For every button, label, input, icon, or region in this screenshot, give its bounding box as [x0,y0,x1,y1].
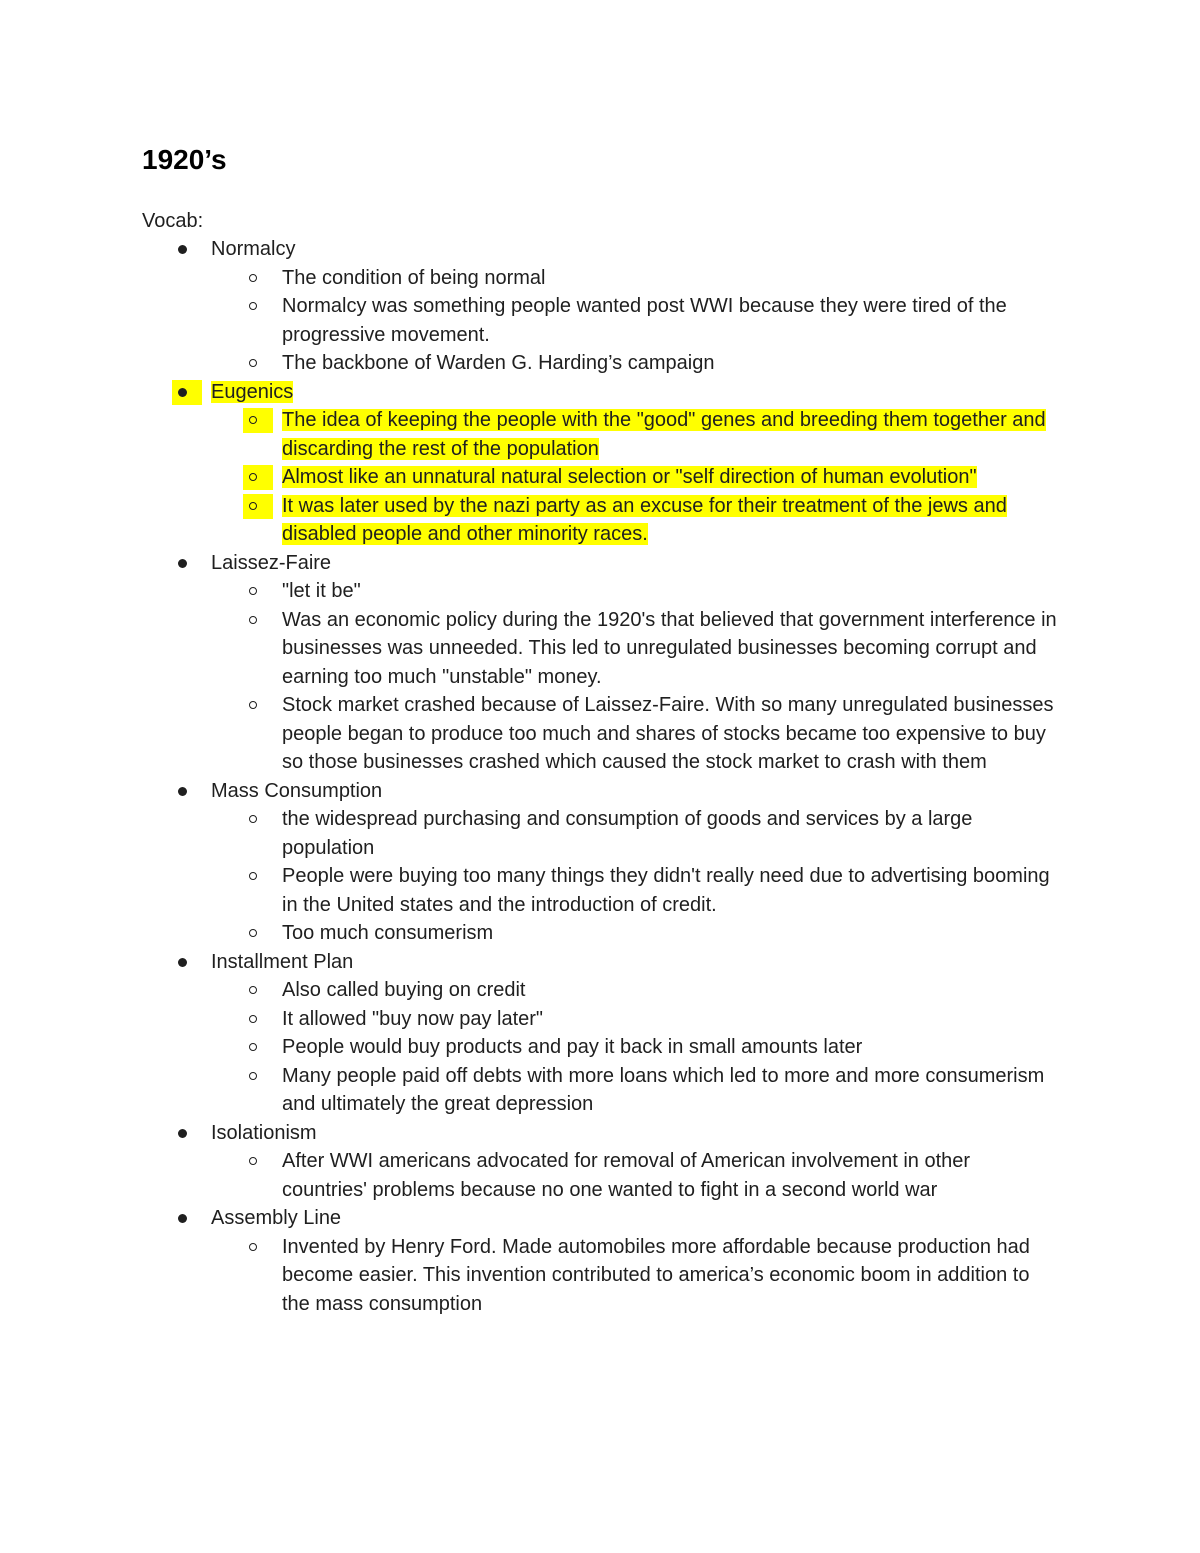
vocab-detail-text: the widespread purchasing and consumption of goods and services by a large population [282,808,973,859]
vocab-detail-text: People would buy products and pay it back in small amounts later [282,1036,863,1058]
filled-bullet-icon [178,1214,187,1223]
hollow-bullet-icon [249,1043,257,1051]
hollow-bullet-icon [249,473,257,481]
filled-bullet-icon [178,245,187,254]
vocab-term-row [0,1204,1200,1233]
vocab-detail-text: Normalcy was something people wanted post WWI because they were tired of the progressive movement. [282,295,1007,346]
highlight-marker [172,380,202,405]
vocab-term-label: Assembly Line [211,1207,342,1229]
vocab-term-item [0,948,1200,1119]
vocab-term-item [0,378,1200,549]
vocab-term-item [0,1204,1200,1318]
filled-bullet-icon [178,559,187,568]
hollow-bullet-icon [249,1015,257,1023]
vocab-detail-text: Many people paid off debts with more loans which led to more and more consumerism and ultimately the great depression [282,1064,1045,1115]
hollow-bullet-icon [249,359,257,367]
vocab-detail-item [0,577,1057,606]
vocab-detail-item [0,1233,1057,1319]
vocab-detail-item [0,691,1057,777]
vocab-detail-list [0,805,1200,948]
vocab-detail-item [0,1033,1057,1062]
highlight-marker [243,408,273,433]
hollow-bullet-icon [249,986,257,994]
vocab-term-label: Mass Consumption [211,779,383,802]
vocab-detail-item [0,1062,1057,1119]
highlight-marker [243,465,273,490]
hollow-bullet-icon [249,872,257,880]
vocab-detail-list [0,1147,1200,1204]
highlight-marker [243,494,273,519]
vocab-detail-text: The condition of being normal [282,266,546,289]
vocab-detail-text: The backbone of Warden G. Harding’s campaign [282,352,715,374]
vocab-detail-item [0,406,1057,463]
vocab-detail-item [0,1005,1057,1034]
vocab-detail-item [0,606,1057,692]
filled-bullet-icon [178,1129,187,1138]
vocab-detail-list [0,577,1200,777]
vocab-detail-list [0,264,1200,378]
filled-bullet-icon [178,787,187,796]
vocab-detail-text: After WWI americans advocated for removal of American involvement in other countries' problems because no one wanted to fight in a second world war [282,1150,971,1201]
hollow-bullet-icon [249,701,257,709]
vocab-detail-text: Stock market crashed because of Laissez-Faire. With so many unregulated businesses people began to produce too much and shares of stocks became too expensive to buy so those businesses crashed which caused the stock market to crash with them [282,694,1054,773]
vocab-detail-item [0,919,1057,948]
vocab-term-label: Isolationism [211,1121,317,1144]
vocab-term-row [0,378,1200,407]
hollow-bullet-icon [249,274,257,282]
vocab-detail-list [0,976,1200,1119]
filled-bullet-icon [178,388,187,397]
vocab-term-item [0,549,1200,777]
section-label: Vocab: [142,210,204,232]
hollow-bullet-icon [249,616,257,624]
vocab-detail-text: People were buying too many things they didn't really need due to advertising booming in the United states and the introduction of credit. [282,865,1050,916]
hollow-bullet-icon [249,502,257,510]
vocab-term-label: Installment Plan [211,950,354,973]
vocab-detail-item [0,976,1057,1005]
vocab-term-item [0,235,1200,378]
hollow-bullet-icon [249,1072,257,1080]
hollow-bullet-icon [249,302,257,310]
vocab-detail-list [0,406,1200,549]
vocab-term-row [0,948,1200,977]
vocab-term-label: Normalcy [211,238,296,260]
vocab-term-row [0,549,1200,578]
vocab-term-item [0,777,1200,948]
filled-bullet-icon [178,958,187,967]
vocab-term-row [0,1119,1200,1148]
vocab-list [0,235,1200,1318]
vocab-detail-item [0,1147,1057,1204]
hollow-bullet-icon [249,929,257,937]
vocab-detail-text: It allowed "buy now pay later" [282,1007,544,1030]
vocab-detail-text: The idea of keeping the people with the "good" genes and breeding them together and discarding the rest of the population [282,409,1046,460]
vocab-detail-text: Invented by Henry Ford. Made automobiles more affordable because production had become easier. This invention contributed to america’s economic boom in addition to the mass consumption [282,1235,1030,1315]
vocab-term-item [0,1119,1200,1205]
vocab-detail-item [0,349,1057,378]
vocab-term-row [0,777,1200,806]
vocab-detail-item [0,292,1057,349]
vocab-term-label: Laissez-Faire [211,551,332,574]
vocab-detail-item [0,805,1057,862]
vocab-detail-text: Too much consumerism [282,922,494,944]
hollow-bullet-icon [249,416,257,424]
hollow-bullet-icon [249,1157,257,1165]
vocab-term-row [0,235,1200,264]
vocab-detail-item [0,463,1057,492]
page-title: 1920’s [142,144,227,175]
vocab-detail-item [0,862,1057,919]
vocab-detail-text: Almost like an unnatural natural selection or "self direction of human evolution" [282,466,977,488]
vocab-detail-text: "let it be" [282,580,361,602]
vocab-term-label: Eugenics [211,380,294,403]
hollow-bullet-icon [249,1243,257,1251]
hollow-bullet-icon [249,815,257,823]
vocab-detail-item [0,492,1057,549]
vocab-detail-text: Also called buying on credit [282,979,526,1001]
vocab-detail-text: Was an economic policy during the 1920's that believed that government interference in businesses was unneeded. This led to unregulated businesses becoming corrupt and earning too much "unstable" money. [282,608,1057,688]
vocab-detail-item [0,264,1057,293]
vocab-detail-text: It was later used by the nazi party as an excuse for their treatment of the jews and disabled people and other minority races. [282,494,1007,545]
hollow-bullet-icon [249,587,257,595]
vocab-detail-list [0,1233,1200,1319]
